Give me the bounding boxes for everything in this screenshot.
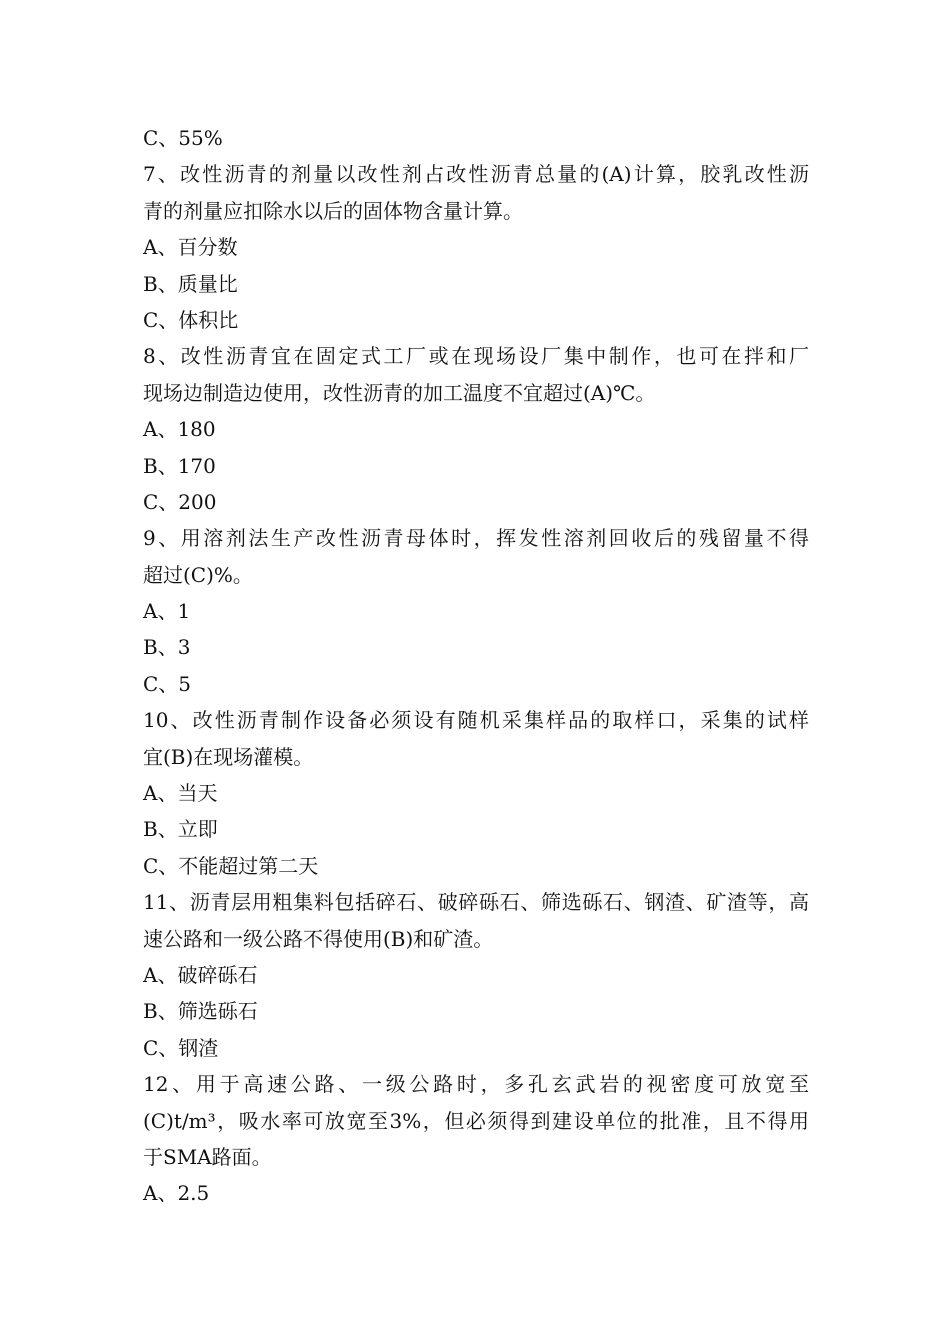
- text-line: 宜(B)在现场灌模。: [143, 744, 314, 769]
- text-line: A、2.5: [143, 1181, 210, 1206]
- question-text-block: [143, 120, 809, 1212]
- text-line: A、180: [143, 417, 216, 442]
- text-line: 12、用于高速公路、一级公路时，多孔玄武岩的视密度可放宽至: [143, 1072, 809, 1097]
- text-line: 8、改性沥青宜在固定式工厂或在现场设厂集中制作，也可在拌和厂: [143, 344, 809, 369]
- text-line: B、3: [143, 635, 191, 660]
- text-line: B、170: [143, 453, 216, 478]
- text-line: A、1: [143, 599, 191, 624]
- text-line: A、百分数: [143, 235, 238, 260]
- text-line: C、5: [143, 671, 192, 696]
- text-line: 超过(C)%。: [143, 562, 253, 587]
- text-line: B、筛选砾石: [143, 999, 258, 1024]
- text-line: B、质量比: [143, 271, 238, 296]
- text-line: C、钢渣: [143, 1035, 219, 1060]
- text-line: 青的剂量应扣除水以后的固体物含量计算。: [143, 198, 523, 223]
- text-line: A、破碎砾石: [143, 962, 258, 987]
- text-line: C、不能超过第二天: [143, 853, 319, 878]
- text-line: C、55%: [143, 126, 223, 150]
- text-line: 速公路和一级公路不得使用(B)和矿渣。: [143, 926, 494, 951]
- text-line: 现场边制造边使用，改性沥青的加工温度不宜超过(A)℃。: [143, 380, 656, 405]
- text-line: C、200: [143, 489, 217, 514]
- text-line: 10、改性沥青制作设备必须设有随机采集样品的取样口，采集的试样: [143, 708, 809, 733]
- text-line: B、立即: [143, 817, 218, 842]
- text-line: 11、沥青层用粗集料包括碎石、破碎砾石、筛选砾石、钢渣、矿渣等，高: [143, 890, 809, 915]
- text-line: C、体积比: [143, 307, 239, 332]
- text-line: A、当天: [143, 781, 218, 806]
- text-line: 9、用溶剂法生产改性沥青母体时，挥发性溶剂回收后的残留量不得: [143, 526, 809, 551]
- text-line: 7、改性沥青的剂量以改性剂占改性沥青总量的(A)计算，胶乳改性沥: [143, 162, 809, 187]
- text-line: (C)t/m³，吸水率可放宽至3%，但必须得到建设单位的批准，且不得用: [143, 1108, 809, 1133]
- text-line: 于SMA路面。: [143, 1144, 272, 1169]
